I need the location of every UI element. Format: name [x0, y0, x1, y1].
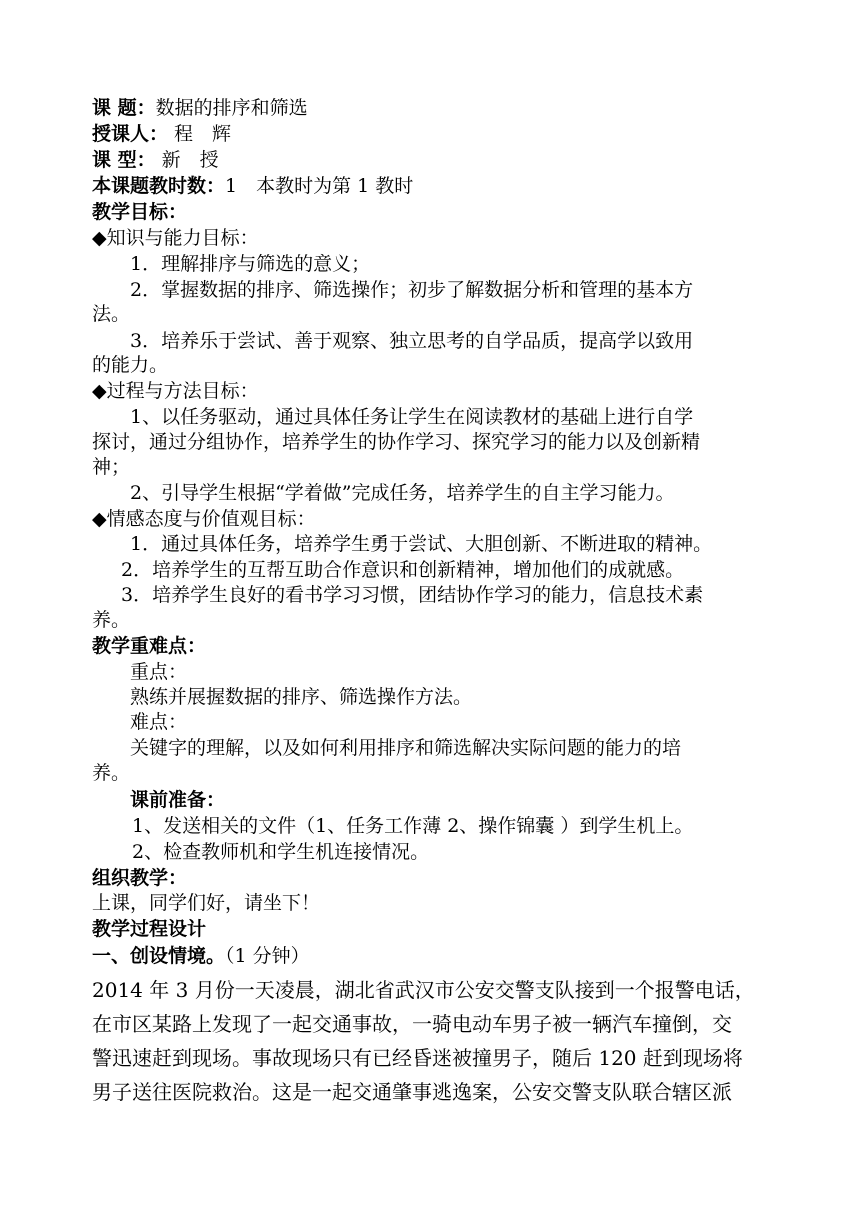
process-heading: 教学过程设计	[92, 918, 207, 940]
hard-text-continued: 养。	[92, 762, 131, 784]
keypoints-heading: 教学重难点：	[92, 635, 207, 657]
hard-label: 难点：	[130, 711, 188, 733]
goals-heading: 教学目标：	[92, 201, 188, 223]
prep-heading: 课前准备：	[130, 789, 226, 811]
goal2-heading: ◆过程与方法目标：	[92, 380, 259, 402]
lesson-label: 课 题：	[92, 97, 156, 119]
goal3-item: 2．培养学生的互帮互助合作意识和创新精神，增加他们的成就感。	[121, 559, 685, 581]
story-line: 在市区某路上发现了一起交通事故，一骑电动车男子被一辆汽车撞倒，交	[92, 1012, 732, 1036]
prep-item: 1、发送相关的文件（1、任务工作薄 2、操作锦囊 ）到学生机上。	[132, 815, 694, 837]
key-text: 熟练并展握数据的排序、筛选操作方法。	[130, 686, 473, 708]
hard-text: 关键字的理解，以及如何利用排序和筛选解决实际问题的能力的培	[130, 737, 682, 759]
goal2-item: 1、以任务驱动，通过具体任务让学生在阅读教材的基础上进行自学	[130, 406, 694, 428]
goal3-item: 养。	[92, 609, 131, 631]
goal1-item: 3．培养乐于尝试、善于观察、独立思考的自学品质，提高学以致用	[130, 330, 694, 352]
goal1-item: 2．掌握数据的排序、筛选操作；初步了解数据分析和管理的基本方	[130, 279, 694, 301]
teacher-label: 授课人：	[92, 123, 169, 145]
section1-heading: 一、创设情境。	[92, 945, 226, 967]
org-text: 上课，同学们好，请坐下！	[92, 892, 321, 914]
hours-value: 1 本教时为第 1 教时	[225, 175, 414, 197]
goal2-item: 2、引导学生根据“学着做”完成任务，培养学生的自主学习能力。	[130, 482, 675, 504]
goal1-item: 法。	[92, 303, 131, 325]
org-heading: 组织教学：	[92, 867, 188, 889]
key-label: 重点：	[130, 661, 188, 683]
section1-line	[92, 945, 310, 967]
type-label: 课 型：	[92, 149, 156, 171]
prep-item: 2、检查教师机和学生机连接情况。	[132, 841, 430, 863]
goal1-heading: ◆知识与能力目标：	[92, 227, 259, 249]
teacher-value: 程 辉	[168, 123, 232, 145]
type-line	[92, 149, 219, 171]
lesson-value: 数据的排序和筛选	[155, 97, 308, 119]
lesson-line	[92, 97, 308, 119]
goal3-heading: ◆情感态度与价值观目标：	[92, 508, 316, 530]
story-line: 男子送往医院救治。这是一起交通肇事逃逸案，公安交警支队联合辖区派	[92, 1080, 732, 1104]
teacher-line	[92, 123, 231, 145]
goal1-item: 1．理解排序与筛选的意义；	[130, 253, 371, 275]
story-line: 警迅速赶到现场。事故现场只有已经昏迷被撞男子，随后 120 赶到现场将	[92, 1046, 743, 1070]
story-line: 2014 年 3 月份一天凌晨，湖北省武汉市公安交警支队接到一个报警电话，	[92, 978, 755, 1002]
section1-time: （1 分钟）	[225, 945, 310, 967]
goal3-item: 3．培养学生良好的看书学习习惯，团结协作学习的能力，信息技术素	[121, 584, 704, 606]
hours-line	[92, 175, 413, 197]
goal2-item: 探讨，通过分组协作，培养学生的协作学习、探究学习的能力以及创新精	[92, 431, 701, 453]
goal2-item: 神；	[92, 456, 131, 478]
goal3-item: 1．通过具体任务，培养学生勇于尝试、大胆创新、不断进取的精神。	[130, 533, 713, 555]
goal1-item: 的能力。	[92, 354, 169, 376]
type-value: 新 授	[155, 149, 219, 171]
hours-label: 本课题教时数：	[92, 175, 226, 197]
